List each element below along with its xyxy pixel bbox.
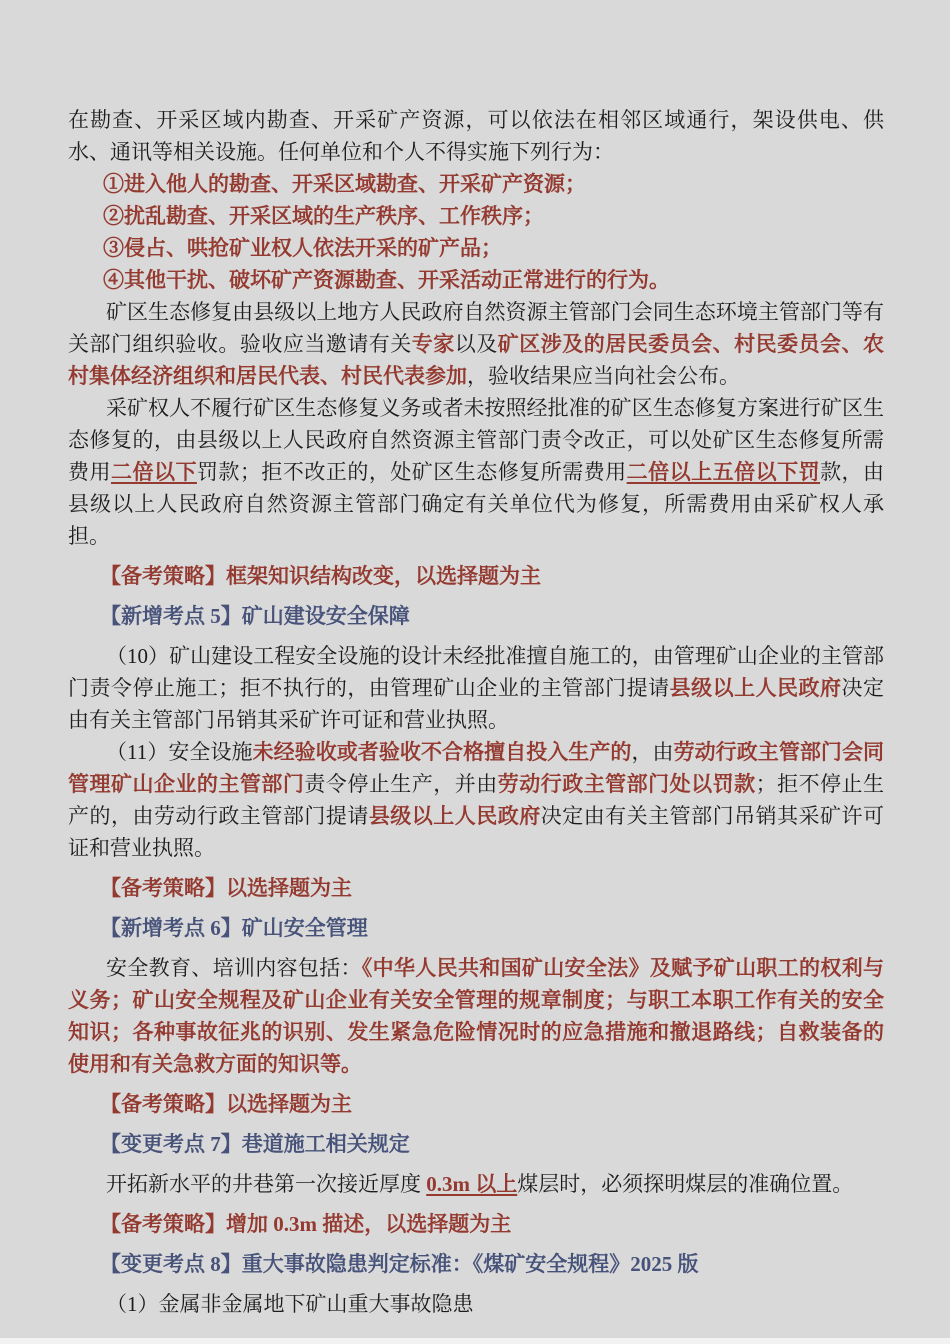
text-run: ①进入他人的勘查、开采区域勘查、开采矿产资源； [103, 172, 586, 196]
text-run: 专家 [411, 332, 455, 356]
list-item [68, 264, 884, 296]
text-run: 《中华人民共和国矿山安全法》及赋予矿山职工的权利与义务；矿山安全规程及矿山企业有关安全管理的规章制度；与职工本职工作有关的安全知识；各种事故征兆的识别、发生紧急危险情况时的应急措施和撤退路线；自救装备的使用和有关急救方面的知识等。 [68, 956, 885, 1076]
text-run: （10）矿山建设工程安全设施的设计未经批准擅自施工的，由管理矿山企业的主管部门责令停止施工；拒不执行的，由管理矿山企业的主管部门提请 [68, 644, 884, 700]
text-run: ，验收结果应当向社会公布。 [467, 364, 740, 388]
text-run: 二倍以下 [110, 460, 197, 484]
text-run: 【变更考点 8】重大事故隐患判定标准：《煤矿安全规程》2025 版 [100, 1252, 699, 1276]
text-run: 以及 [454, 332, 498, 356]
paragraph [68, 392, 884, 552]
text-run: 责令停止生产，并由 [304, 772, 498, 796]
text-run: 【变更考点 7】巷道施工相关规定 [100, 1132, 410, 1156]
text-run: 煤层时，必须探明煤层的准确位置。 [517, 1172, 854, 1196]
text-run: 【备考策略】以选择题为主 [100, 876, 352, 900]
text-run: ；拒不停止生产的，由劳动行政主管部门提请 [68, 772, 885, 828]
text-run: 决定由有关主管部门吊销其采矿许可证和营业执照。 [68, 676, 885, 732]
page-bottom-edge [0, 1338, 950, 1344]
paragraph [68, 736, 884, 864]
text-run: 【备考策略】增加 0.3m 描述，以选择题为主 [100, 1212, 512, 1236]
paragraph [68, 952, 884, 1080]
text-run: 在勘查、开采区域内勘查、开采矿产资源，可以依法在相邻区域通行，架设供电、供水、通讯等相关设施。任何单位和个人不得实施下列行为： [68, 108, 884, 164]
paragraph [68, 104, 884, 168]
text-run: 未经验收或者验收不合格擅自投入生产的 [252, 740, 632, 764]
text-run: （1）金属非金属地下矿山重大事故隐患 [106, 1292, 474, 1316]
strategy-heading [68, 1088, 884, 1120]
topic-heading [68, 912, 884, 944]
paragraph [68, 1168, 884, 1200]
paragraph [68, 640, 884, 736]
paragraph [68, 1288, 884, 1320]
text-run: ②扰乱勘查、开采区域的生产秩序、工作秩序； [103, 204, 544, 228]
text-run: 【备考策略】框架知识结构改变，以选择题为主 [100, 564, 541, 588]
list-item [68, 168, 884, 200]
text-run: 县级以上人民政府 [368, 804, 541, 828]
text-run: 矿区生态修复由县级以上地方人民政府自然资源主管部门会同生态环境主管部门等有关部门组织验收。验收应当邀请有关 [68, 300, 884, 356]
text-run: 罚款；拒不改正的，处矿区生态修复所需费用 [196, 460, 627, 484]
text-run: 【备考策略】以选择题为主 [100, 1092, 352, 1116]
text-run: ，由 [631, 740, 674, 764]
topic-heading [68, 1248, 884, 1280]
text-run: （11）安全设施 [106, 740, 253, 764]
text-run: 矿区涉及的居民委员会、村民委员会、农村集体经济组织和居民代表、村民代表参加 [68, 332, 885, 388]
text-run: 【新增考点 5】矿山建设安全保障 [100, 604, 410, 628]
text-run: 劳动行政主管部门会同管理矿山企业的主管部门 [68, 740, 885, 796]
text-run: ③侵占、哄抢矿业权人依法开采的矿产品； [103, 236, 502, 260]
topic-heading [68, 1128, 884, 1160]
document-content [68, 104, 884, 1320]
list-item [68, 232, 884, 264]
text-run: ④其他干扰、破坏矿产资源勘查、开采活动正常进行的行为。 [103, 268, 670, 292]
strategy-heading [68, 1208, 884, 1240]
text-run: 款，由县级以上人民政府自然资源主管部门确定有关单位代为修复，所需费用由采矿权人承担。 [68, 460, 885, 548]
strategy-heading [68, 872, 884, 904]
text-run: 安全教育、培训内容包括： [106, 956, 362, 980]
topic-heading [68, 600, 884, 632]
text-run: 采矿权人不履行矿区生态修复义务或者未按照经批准的矿区生态修复方案进行矿区生态修复的，由县级以上人民政府自然资源主管部门责令改正，可以处矿区生态修复所需费用 [68, 396, 884, 484]
list-item [68, 200, 884, 232]
text-run: 0.3m 以上 [426, 1172, 518, 1196]
text-run: 决定由有关主管部门吊销其采矿许可证和营业执照。 [68, 804, 885, 860]
text-run: 二倍以上五倍以下罚 [626, 460, 821, 484]
text-run: 县级以上人民政府 [669, 676, 842, 700]
paragraph [68, 296, 884, 392]
text-run: 劳动行政主管部门处以罚款 [497, 772, 756, 796]
text-run: 【新增考点 6】矿山安全管理 [100, 916, 368, 940]
text-run: 开拓新水平的井巷第一次接近厚度 [106, 1172, 427, 1196]
strategy-heading [68, 560, 884, 592]
